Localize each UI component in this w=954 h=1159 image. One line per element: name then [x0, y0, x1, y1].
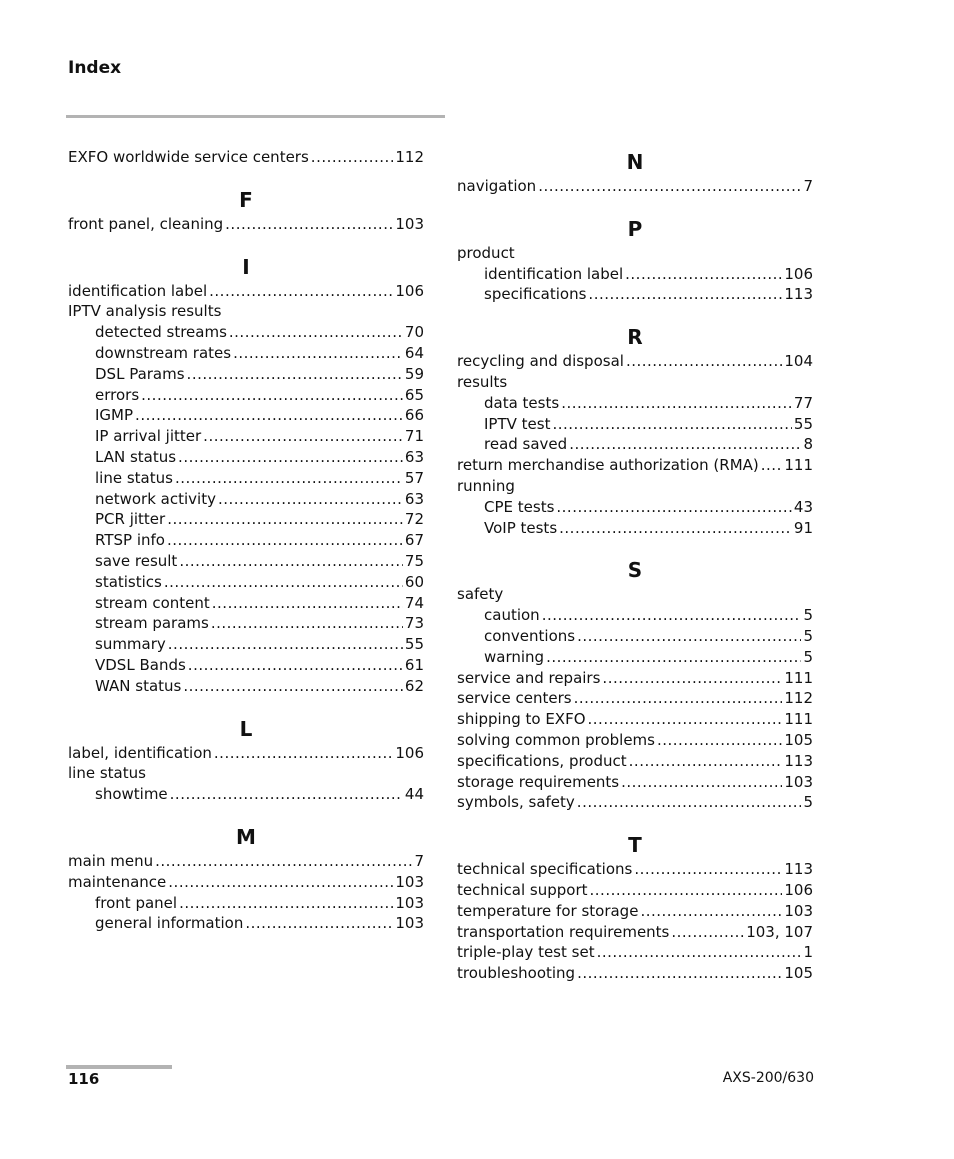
index-entry — [457, 476, 813, 497]
dot-leader — [588, 709, 783, 730]
index-subentry — [457, 434, 813, 455]
dot-leader — [183, 676, 403, 697]
index-page-ref: 77 — [793, 393, 813, 412]
index-subentry — [457, 647, 813, 668]
index-term: stream params — [95, 614, 209, 633]
index-page-ref: 5 — [803, 793, 813, 812]
index-term: CPE tests — [484, 497, 555, 516]
dot-leader — [577, 626, 801, 647]
index-entry — [457, 880, 813, 901]
index-term: general information — [95, 914, 244, 933]
index-term: stream content — [95, 593, 210, 612]
dot-leader — [588, 284, 782, 305]
dot-leader — [141, 385, 403, 406]
dot-leader — [538, 176, 801, 197]
index-entry — [457, 584, 813, 605]
dot-leader — [212, 593, 403, 614]
footer-product-name: AXS-200/630 — [722, 1070, 814, 1086]
index-entry — [68, 763, 424, 784]
index-page-ref: 44 — [404, 785, 424, 804]
index-term: detected streams — [95, 323, 227, 342]
index-term: line status — [68, 764, 146, 783]
dot-leader — [233, 343, 403, 364]
index-term: results — [457, 372, 508, 391]
index-letter-heading: S — [627, 558, 643, 583]
dot-leader — [657, 730, 782, 751]
index-term: DSL Params — [95, 364, 185, 383]
dot-leader — [168, 872, 393, 893]
dot-leader — [561, 393, 792, 414]
dot-leader — [170, 784, 403, 805]
index-page-ref: 105 — [784, 964, 813, 983]
index-term: statistics — [95, 572, 162, 591]
index-subentry — [457, 518, 813, 539]
dot-leader — [634, 859, 782, 880]
index-term: LAN status — [95, 447, 177, 466]
index-page-ref: 1 — [803, 943, 813, 962]
index-subentry — [68, 322, 424, 343]
index-page-ref: 103 — [395, 872, 424, 891]
dot-leader — [569, 434, 801, 455]
header-rule — [66, 115, 445, 118]
index-term: temperature for storage — [457, 901, 639, 920]
dot-leader — [135, 405, 403, 426]
index-term: IPTV test — [484, 414, 551, 433]
index-entry — [457, 963, 813, 984]
dot-leader — [168, 634, 403, 655]
index-page-ref: 111 — [784, 456, 813, 475]
index-term: IPTV analysis results — [68, 302, 222, 321]
index-page-ref: 106 — [784, 264, 813, 283]
dot-leader — [590, 880, 783, 901]
dot-leader — [559, 518, 792, 539]
index-subentry — [68, 509, 424, 530]
index-letter-heading: P — [627, 216, 643, 241]
index-term: identification label — [484, 264, 624, 283]
index-page-ref: 62 — [404, 676, 424, 695]
index-subentry — [457, 414, 813, 435]
index-page-ref: 111 — [784, 668, 813, 687]
index-subentry — [457, 393, 813, 414]
dot-leader — [167, 509, 403, 530]
index-entry — [457, 176, 813, 197]
index-page-ref: 105 — [784, 730, 813, 749]
index-term: IP arrival jitter — [95, 427, 202, 446]
index-term: triple-play test set — [457, 943, 595, 962]
index-term: service centers — [457, 689, 572, 708]
index-page-ref: 71 — [404, 427, 424, 446]
index-term: specifications — [484, 285, 587, 304]
index-term: VoIP tests — [484, 518, 558, 537]
index-page-ref: 103 — [395, 914, 424, 933]
dot-leader — [245, 913, 393, 934]
dot-leader — [577, 792, 802, 813]
index-subentry — [68, 572, 424, 593]
index-term: caution — [484, 606, 540, 625]
index-page-ref: 73 — [404, 614, 424, 633]
index-subentry — [68, 913, 424, 934]
index-letter-heading: M — [236, 824, 256, 849]
index-term: maintenance — [68, 872, 167, 891]
index-page-ref: 106 — [395, 743, 424, 762]
dot-leader — [209, 281, 393, 302]
index-subentry — [68, 489, 424, 510]
index-page-ref: 5 — [803, 626, 813, 645]
index-page-ref: 75 — [404, 551, 424, 570]
index-entry — [457, 730, 813, 751]
index-page-ref: 103 — [395, 893, 424, 912]
dot-leader — [671, 922, 744, 943]
index-page-ref: 103 — [784, 901, 813, 920]
index-term: VDSL Bands — [95, 655, 186, 674]
index-subentry — [68, 468, 424, 489]
dot-leader — [179, 551, 403, 572]
index-term: solving common problems — [457, 730, 655, 749]
index-page-ref: 74 — [404, 593, 424, 612]
index-subentry — [68, 613, 424, 634]
index-entry — [68, 281, 424, 302]
index-page-ref: 8 — [803, 435, 813, 454]
index-term: main menu — [68, 851, 154, 870]
dot-leader — [577, 963, 782, 984]
index-page-ref: 103 — [395, 214, 424, 233]
index-subentry — [68, 655, 424, 676]
index-subentry — [457, 284, 813, 305]
index-entry — [457, 859, 813, 880]
index-page-ref: 106 — [395, 281, 424, 300]
index-page-ref: 55 — [793, 414, 813, 433]
dot-leader — [167, 530, 403, 551]
index-entry — [68, 743, 424, 764]
index-entry — [457, 688, 813, 709]
index-letter-heading: L — [239, 716, 253, 741]
index-entry — [457, 668, 813, 689]
index-letter-heading: I — [242, 254, 250, 279]
index-subentry — [68, 364, 424, 385]
footer-rule — [66, 1065, 172, 1069]
index-page-ref: 103 — [784, 772, 813, 791]
index-page-ref: 112 — [784, 689, 813, 708]
index-page-ref: 65 — [404, 385, 424, 404]
index-entry — [457, 455, 813, 476]
index-entry — [457, 751, 813, 772]
index-page-ref: 5 — [803, 647, 813, 666]
index-term: safety — [457, 585, 504, 604]
index-entry — [457, 351, 813, 372]
index-page-ref: 91 — [793, 518, 813, 537]
index-term: warning — [484, 647, 545, 666]
index-subentry — [457, 626, 813, 647]
page-header-title: Index — [68, 58, 122, 78]
index-entry — [457, 901, 813, 922]
dot-leader — [629, 751, 783, 772]
index-term: network activity — [95, 489, 216, 508]
index-subentry — [68, 385, 424, 406]
index-term: identification label — [68, 281, 208, 300]
dot-leader — [229, 322, 403, 343]
index-term: storage requirements — [457, 772, 620, 791]
index-entry — [457, 792, 813, 813]
index-page-ref: 55 — [404, 635, 424, 654]
index-term: IGMP — [95, 406, 134, 425]
index-page-ref: 103, 107 — [746, 922, 813, 941]
index-term: navigation — [457, 177, 537, 195]
index-term: transportation requirements — [457, 922, 670, 941]
index-page-ref: 113 — [784, 285, 813, 304]
dot-leader — [602, 668, 782, 689]
index-page-ref: 104 — [784, 352, 813, 371]
index-letter-heading: N — [626, 150, 644, 174]
index-subentry — [457, 264, 813, 285]
index-page-ref: 7 — [803, 177, 813, 195]
index-term: conventions — [484, 626, 576, 645]
index-column-right — [457, 148, 813, 984]
index-page-ref: 5 — [803, 606, 813, 625]
index-page-ref: 70 — [404, 323, 424, 342]
index-term: RTSP info — [95, 531, 165, 550]
index-page-ref: 64 — [404, 343, 424, 362]
index-term: troubleshooting — [457, 964, 576, 983]
index-term: showtime — [95, 785, 168, 804]
index-term: shipping to EXFO — [457, 710, 586, 729]
index-page-ref: 61 — [404, 655, 424, 674]
dot-leader — [574, 688, 783, 709]
dot-leader — [178, 447, 403, 468]
footer-page-number: 116 — [68, 1070, 100, 1088]
index-page-ref: 57 — [404, 468, 424, 487]
index-entry — [68, 214, 424, 235]
index-term: PCR jitter — [95, 510, 166, 529]
index-subentry — [68, 593, 424, 614]
index-term: data tests — [484, 393, 560, 412]
index-page-ref: 106 — [784, 880, 813, 899]
index-subentry — [457, 605, 813, 626]
index-column-left — [68, 147, 424, 934]
dot-leader — [625, 264, 782, 285]
dot-leader — [179, 893, 393, 914]
dot-leader — [155, 851, 412, 872]
index-term: read saved — [484, 435, 568, 454]
index-term: save result — [95, 551, 178, 570]
index-term: recycling and disposal — [457, 352, 624, 371]
index-subentry — [68, 784, 424, 805]
dot-leader — [187, 364, 403, 385]
index-term: errors — [95, 385, 140, 404]
dot-leader — [761, 455, 783, 476]
index-term: return merchandise authorization (RMA) — [457, 456, 759, 475]
index-term: front panel — [95, 893, 178, 912]
index-subentry — [68, 893, 424, 914]
index-page-ref: 7 — [414, 851, 424, 870]
index-term: technical specifications — [457, 860, 633, 879]
dot-leader — [621, 772, 782, 793]
index-term: summary — [95, 635, 166, 654]
index-entry — [457, 372, 813, 393]
index-subentry — [68, 405, 424, 426]
index-entry — [68, 872, 424, 893]
index-page-ref: 63 — [404, 447, 424, 466]
dot-leader — [640, 901, 782, 922]
index-term: technical support — [457, 880, 588, 899]
index-entry — [68, 301, 424, 322]
dot-leader — [552, 414, 791, 435]
index-term: front panel, cleaning — [68, 214, 224, 233]
index-subentry — [68, 551, 424, 572]
index-subentry — [68, 530, 424, 551]
dot-leader — [164, 572, 403, 593]
index-page-ref: 113 — [784, 751, 813, 770]
index-term: running — [457, 476, 515, 495]
dot-leader — [597, 942, 802, 963]
index-letter-heading: T — [628, 833, 642, 858]
index-entry — [68, 851, 424, 872]
index-term: service and repairs — [457, 668, 601, 687]
index-term: specifications, product — [457, 751, 627, 770]
index-entry — [457, 772, 813, 793]
index-page-ref: 63 — [404, 489, 424, 508]
index-letter-heading: R — [627, 325, 643, 350]
index-term: line status — [95, 468, 173, 487]
dot-leader — [188, 655, 403, 676]
index-entry — [457, 922, 813, 943]
dot-leader — [546, 647, 801, 668]
index-subentry — [457, 497, 813, 518]
dot-leader — [218, 489, 403, 510]
index-entry — [457, 942, 813, 963]
dot-leader — [556, 497, 792, 518]
index-page-ref: 72 — [404, 510, 424, 529]
dot-leader — [214, 743, 393, 764]
index-page-ref: 111 — [784, 710, 813, 729]
dot-leader — [203, 426, 403, 447]
index-page-ref: 60 — [404, 572, 424, 591]
index-entry — [68, 147, 424, 168]
index-subentry — [68, 343, 424, 364]
dot-leader — [225, 214, 393, 235]
index-term: label, identification — [68, 743, 212, 762]
index-page-ref: 112 — [395, 148, 424, 166]
index-page-ref: 113 — [784, 860, 813, 879]
index-term: downstream rates — [95, 343, 232, 362]
index-subentry — [68, 634, 424, 655]
index-letter-heading: F — [239, 187, 253, 212]
index-page-ref: 66 — [404, 406, 424, 425]
index-subentry — [68, 447, 424, 468]
dot-leader — [542, 605, 802, 626]
dot-leader — [175, 468, 403, 489]
index-subentry — [68, 676, 424, 697]
index-page-ref: 59 — [404, 364, 424, 383]
dot-leader — [311, 147, 394, 168]
dot-leader — [211, 613, 403, 634]
index-term: WAN status — [95, 676, 182, 695]
index-subentry — [68, 426, 424, 447]
dot-leader — [626, 351, 782, 372]
index-entry — [457, 709, 813, 730]
index-term: product — [457, 243, 515, 262]
index-page-ref: 67 — [404, 531, 424, 550]
index-page-ref: 43 — [793, 497, 813, 516]
index-term: symbols, safety — [457, 793, 575, 812]
index-entry — [457, 243, 813, 264]
index-term: EXFO worldwide service centers — [68, 148, 309, 166]
